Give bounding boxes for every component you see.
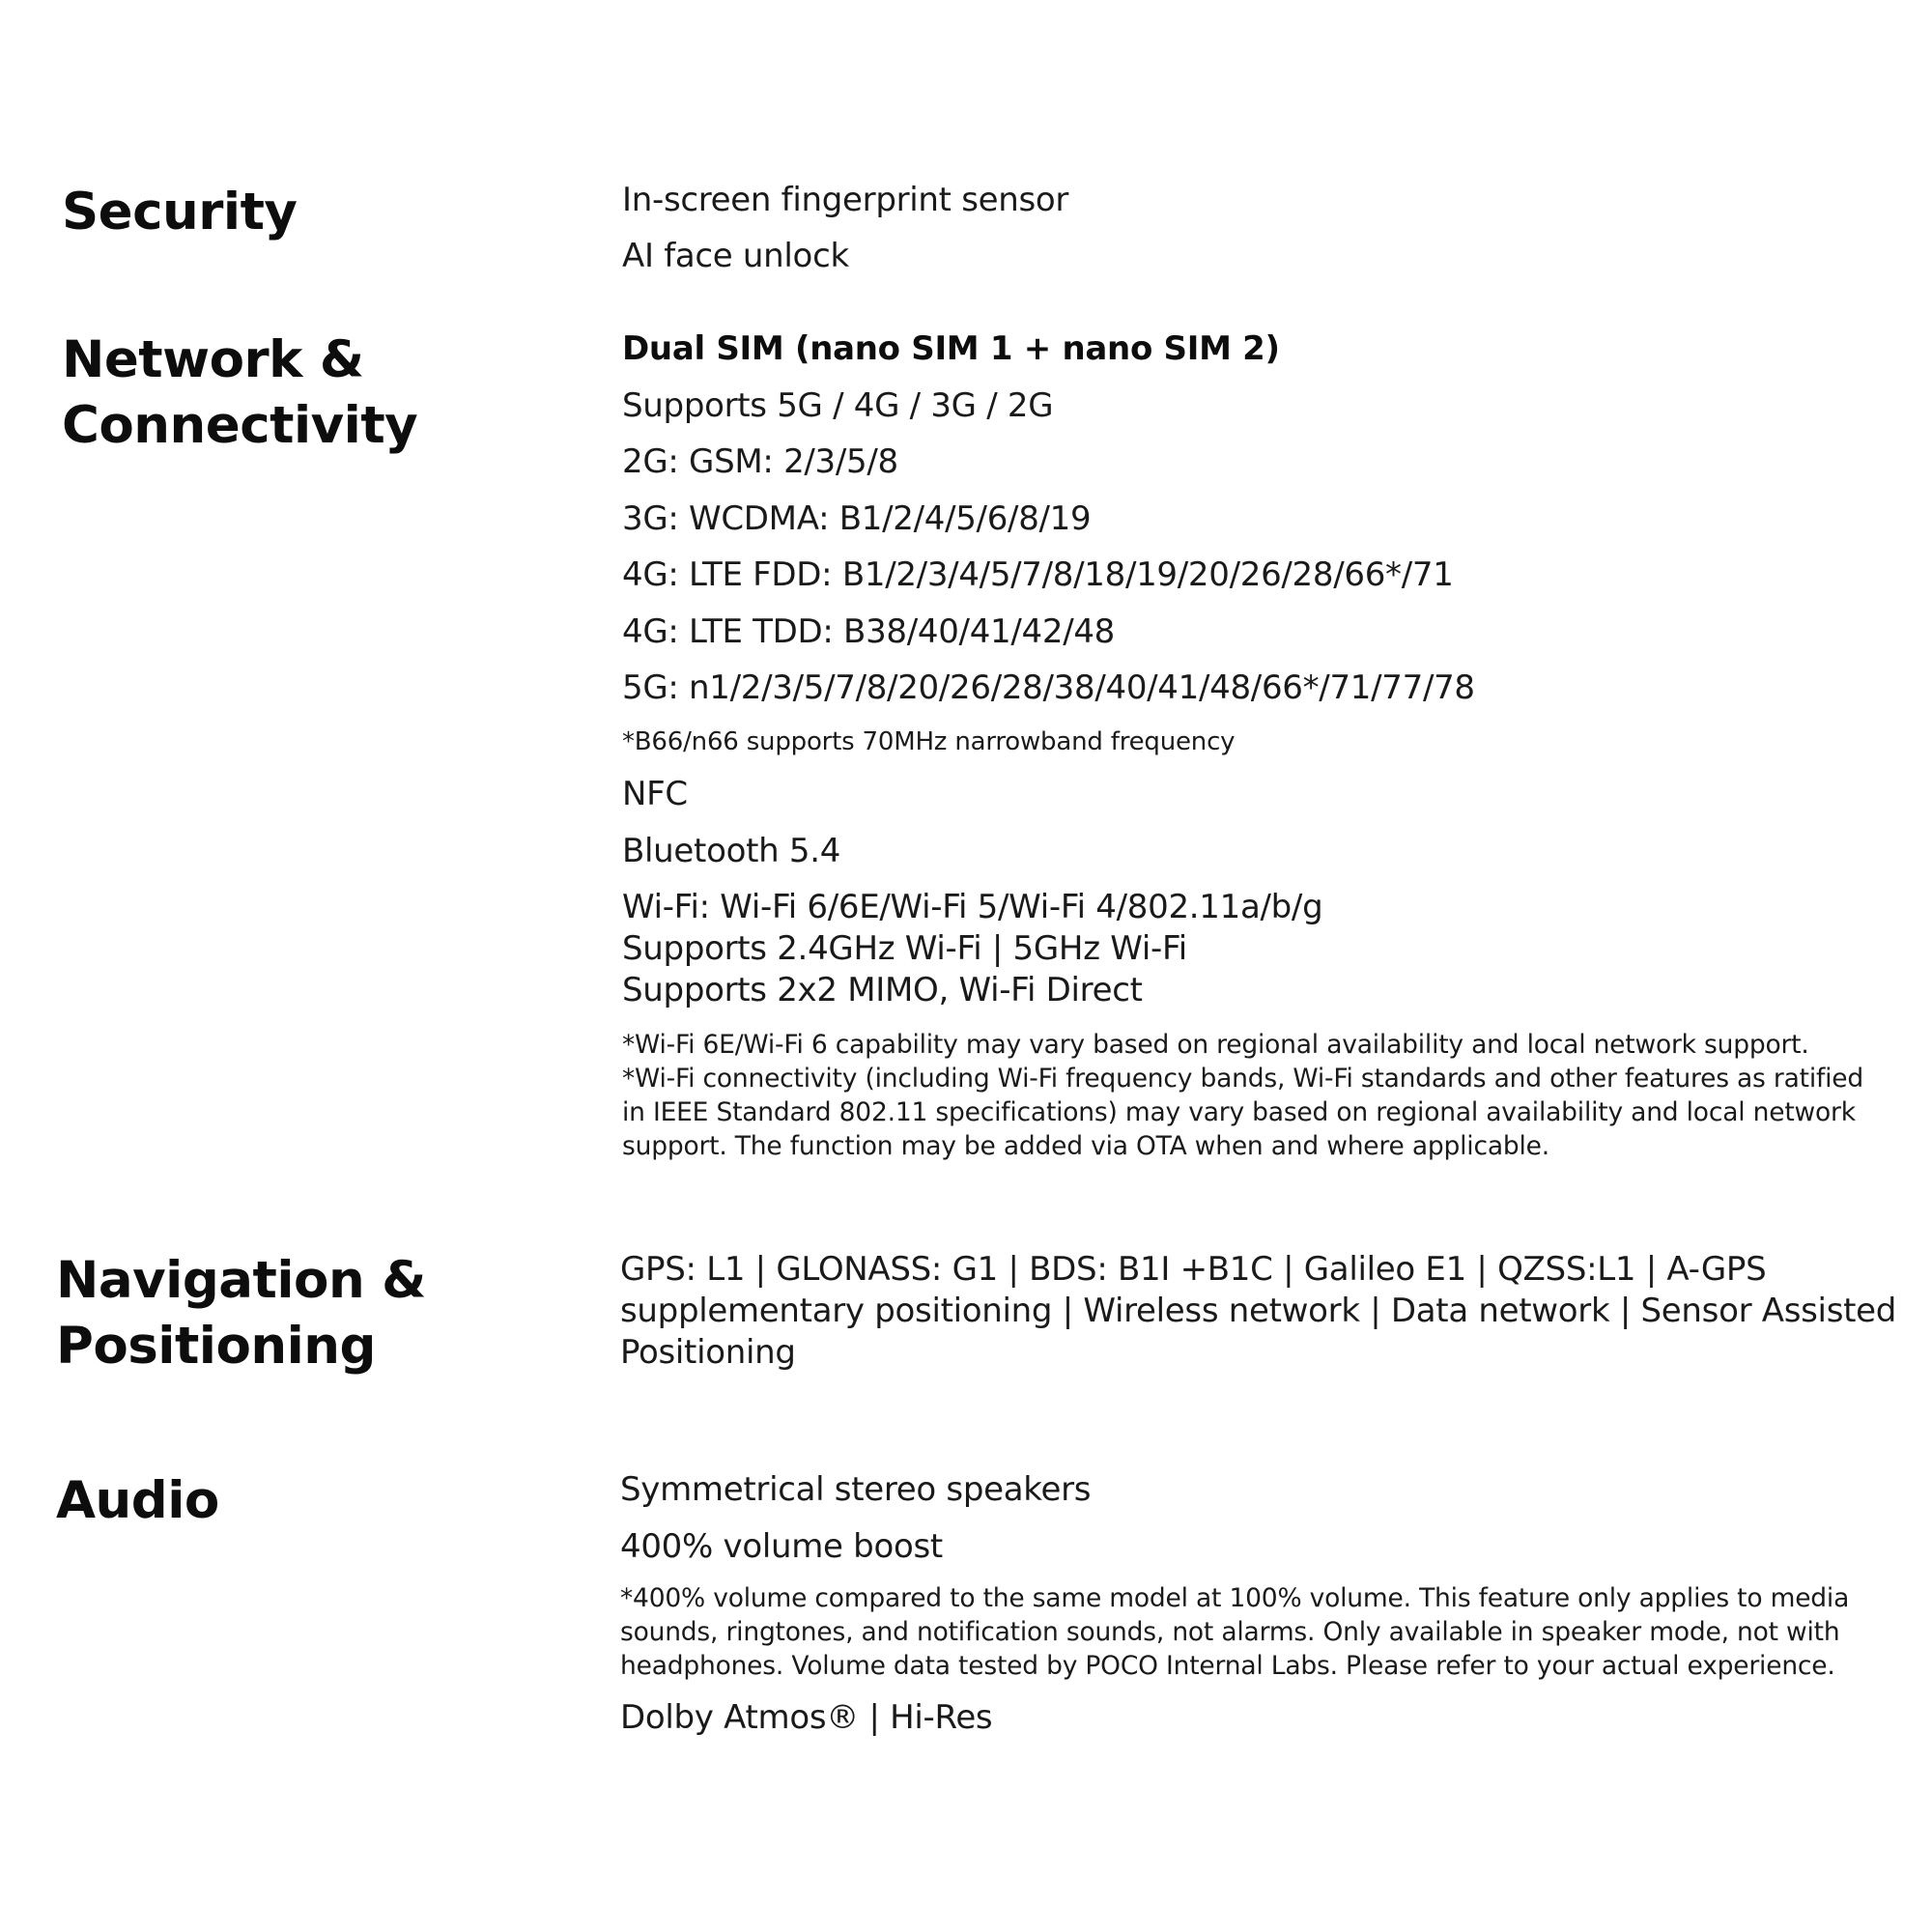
network-4g-tdd: 4G: LTE TDD: B38/40/41/42/48 (622, 612, 1116, 651)
security-heading: Security (62, 183, 298, 242)
network-heading-line1: Network & (62, 330, 364, 389)
network-2g: 2G: GSM: 2/3/5/8 (622, 442, 898, 481)
network-supports: Supports 5G / 4G / 3G / 2G (622, 386, 1054, 425)
network-nfc: NFC (622, 775, 688, 813)
audio-note-line: headphones. Volume data tested by POCO Internal Labs. Please refer to your actual experience. (620, 1651, 1835, 1681)
audio-heading: Audio (56, 1471, 219, 1530)
network-wifi-note-line: in IEEE Standard 802.11 specifications) may vary based on regional availability and local network (622, 1097, 1856, 1127)
audio-note (620, 1581, 1849, 1683)
network-wifi-note-line: support. The function may be added via OTA when and where applicable. (622, 1131, 1549, 1161)
navigation-heading-line1: Navigation & (56, 1251, 426, 1310)
audio-dolby: Dolby Atmos® | Hi-Res (620, 1698, 993, 1737)
navigation-line: supplementary positioning | Wireless network | Data network | Sensor Assisted (620, 1292, 1897, 1330)
network-wifi (622, 887, 1322, 1011)
navigation-heading (56, 1248, 426, 1379)
network-wifi-note-line: *Wi-Fi connectivity (including Wi-Fi frequency bands, Wi-Fi standards and other features as ratified (622, 1064, 1863, 1094)
navigation-line: GPS: L1 | GLONASS: G1 | BDS: B1I +B1C | Galileo E1 | QZSS:L1 | A-GPS (620, 1250, 1767, 1289)
network-wifi-note (622, 1028, 1863, 1163)
network-5g: 5G: n1/2/3/5/7/8/20/26/28/38/40/41/48/66*/71/77/78 (622, 668, 1475, 707)
network-wifi-note-line: *Wi-Fi 6E/Wi-Fi 6 capability may vary based on regional availability and local network support. (622, 1030, 1809, 1060)
navigation-details (620, 1249, 1896, 1374)
security-face-unlock: AI face unlock (622, 237, 849, 275)
network-3g: 3G: WCDMA: B1/2/4/5/6/8/19 (622, 499, 1092, 538)
audio-note-line: *400% volume compared to the same model at 100% volume. This feature only applies to media (620, 1583, 1850, 1613)
audio-note-line: sounds, ringtones, and notification sounds, not alarms. Only available in speaker mode, not with (620, 1617, 1840, 1647)
network-band-note: *B66/n66 supports 70MHz narrowband frequency (622, 727, 1236, 756)
network-wifi-standards: Wi-Fi: Wi-Fi 6/6E/Wi-Fi 5/Wi-Fi 4/802.11a/b/g (622, 888, 1323, 926)
network-bluetooth: Bluetooth 5.4 (622, 832, 841, 870)
network-heading (62, 327, 417, 459)
network-wifi-bands: Supports 2.4GHz Wi-Fi | 5GHz Wi-Fi (622, 929, 1187, 968)
network-4g-fdd: 4G: LTE FDD: B1/2/3/4/5/7/8/18/19/20/26/28/66*/71 (622, 555, 1454, 594)
audio-boost: 400% volume boost (620, 1527, 943, 1566)
audio-speakers: Symmetrical stereo speakers (620, 1470, 1092, 1509)
security-fingerprint: In-screen fingerprint sensor (622, 181, 1069, 219)
navigation-line: Positioning (620, 1333, 796, 1372)
network-wifi-mimo: Supports 2x2 MIMO, Wi-Fi Direct (622, 971, 1143, 1009)
network-dual-sim: Dual SIM (nano SIM 1 + nano SIM 2) (622, 329, 1280, 368)
network-heading-line2: Connectivity (62, 396, 418, 455)
navigation-heading-line2: Positioning (56, 1317, 376, 1376)
